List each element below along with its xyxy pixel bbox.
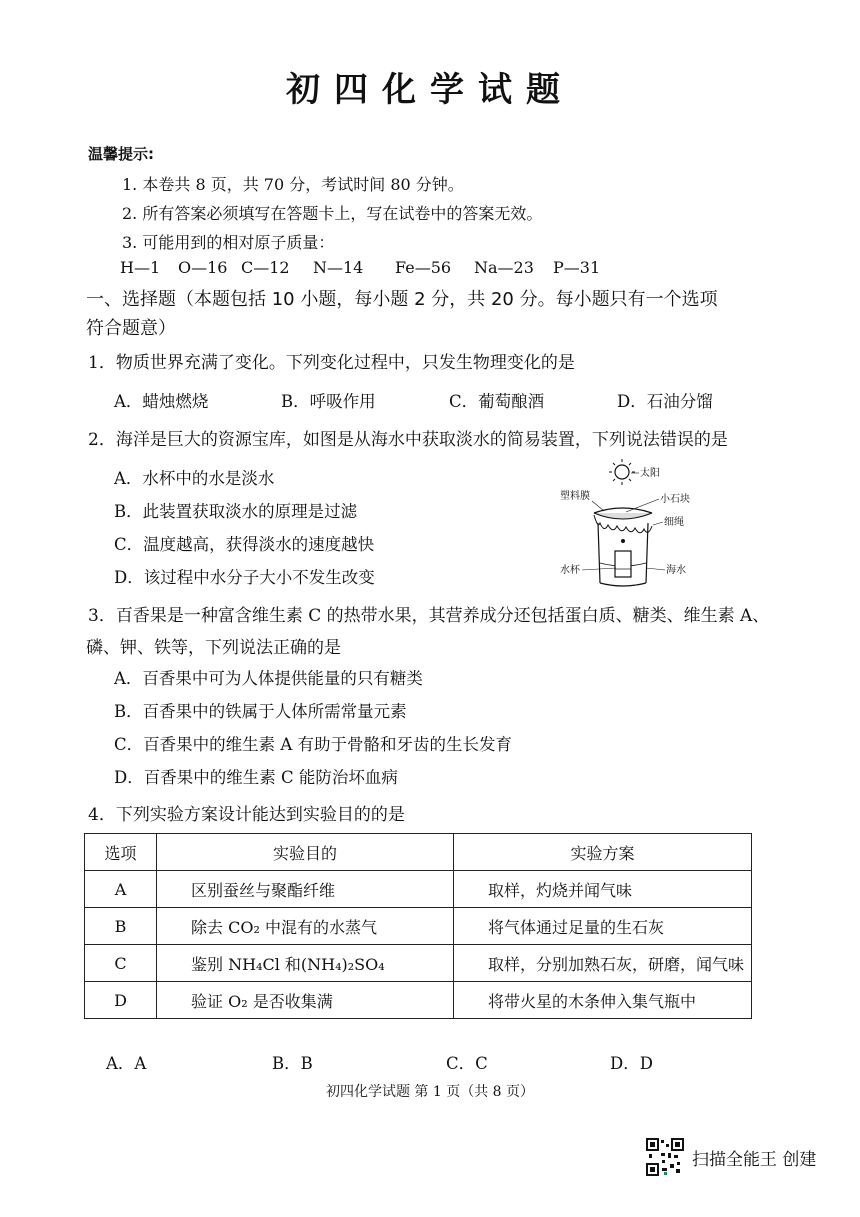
table-cell-plan: 将气体通过足量的生石灰 (454, 908, 752, 945)
table-cell-option: B (85, 908, 157, 945)
q3-stem-line2: 磷、钾、铁等，下列说法正确的是 (86, 638, 341, 658)
label-cup: 水杯 (560, 565, 580, 576)
page-footer: 初四化学试题 第 1 页（共 8 页） (325, 1084, 535, 1100)
table-cell-purpose: 区别蚕丝与聚酯纤维 (157, 871, 454, 908)
atomic-mass-item: N—14 (313, 258, 364, 277)
q2-option-b: B．此装置获取淡水的原理是过滤 (114, 502, 358, 521)
atomic-mass-item: H—1 (120, 258, 161, 277)
table-cell-purpose: 验证 O₂ 是否收集满 (157, 982, 454, 1019)
tips-heading: 温馨提示: (88, 145, 154, 163)
label-rope: 细绳 (664, 517, 684, 528)
table-row (85, 871, 752, 908)
q3-option-b: B．百香果中的铁属于人体所需常量元素 (114, 702, 407, 721)
table-cell-plan: 取样，分别加熟石灰，研磨，闻气味 (454, 945, 752, 982)
q3-stem-line1: 3．百香果是一种富含维生素 C 的热带水果，其营养成分还包括蛋白质、糖类、维生素 A、 (88, 606, 770, 626)
table-row (85, 945, 752, 982)
tip-item-3: 3. 可能用到的相对原子质量： (122, 233, 335, 252)
sun-icon (609, 459, 635, 485)
table-header-row (85, 834, 752, 871)
atomic-mass-item: C—12 (241, 258, 290, 277)
label-film: 塑料膜 (560, 491, 590, 502)
tip-item-1: 1. 本卷共 8 页，共 70 分，考试时间 80 分钟。 (122, 175, 464, 194)
table-cell-option: C (85, 945, 157, 982)
q2-option-a: A．水杯中的水是淡水 (114, 469, 275, 488)
table-row (85, 908, 752, 945)
desalination-diagram (560, 455, 740, 595)
section-heading-line1: 一、选择题（本题包括 10 小题，每小题 2 分，共 20 分。每小题只有一个选项 (86, 289, 718, 310)
qr-code-icon (646, 1138, 684, 1176)
tip-item-2: 2. 所有答案必须填写在答题卡上，写在试卷中的答案无效。 (122, 204, 543, 223)
q3-option-d: D．百香果中的维生素 C 能防治坏血病 (114, 768, 398, 787)
table-cell-option: A (85, 871, 157, 908)
scanner-watermark: 扫描全能王 创建 (692, 1150, 817, 1170)
atomic-mass-item: Fe—56 (395, 258, 452, 277)
atomic-mass-item: P—31 (553, 258, 601, 277)
section-heading-line2: 符合题意） (86, 318, 176, 339)
q1-option-a: A．蜡烛燃烧 (114, 392, 209, 411)
table-cell-purpose: 除去 CO₂ 中混有的水蒸气 (157, 908, 454, 945)
table-cell-option: D (85, 982, 157, 1019)
q2-stem: 2．海洋是巨大的资源宝库，如图是从海水中获取淡水的简易装置，下列说法错误的是 (88, 430, 728, 450)
col-header-option: 选项 (85, 834, 157, 871)
q1-stem: 1．物质世界充满了变化。下列变化过程中，只发生物理变化的是 (88, 353, 575, 373)
apparatus (594, 508, 652, 586)
q4-answer-b: B．B (272, 1054, 313, 1073)
q4-stem: 4．下列实验方案设计能达到实验目的的是 (88, 805, 405, 825)
q4-answer-c: C．C (446, 1054, 488, 1073)
atomic-mass-item: O—16 (178, 258, 228, 277)
q3-option-c: C．百香果中的维生素 A 有助于骨骼和牙齿的生长发育 (114, 735, 513, 754)
table-row (85, 982, 752, 1019)
q1-option-c: C．葡萄酿酒 (449, 392, 545, 411)
experiment-table (84, 833, 752, 1019)
table-cell-plan: 取样，灼烧并闻气味 (454, 871, 752, 908)
q4-answer-a: A．A (106, 1054, 147, 1073)
q4-answer-d: D．D (610, 1054, 653, 1073)
col-header-plan: 实验方案 (454, 834, 752, 871)
label-stone: 小石块 (660, 494, 690, 505)
q1-option-d: D．石油分馏 (617, 392, 713, 411)
label-sea: 海水 (666, 565, 686, 576)
atomic-mass-item: Na—23 (474, 258, 534, 277)
table-cell-purpose: 鉴别 NH₄Cl 和(NH₄)₂SO₄ (157, 945, 454, 982)
q1-option-b: B．呼吸作用 (281, 392, 376, 411)
col-header-purpose: 实验目的 (157, 834, 454, 871)
q2-option-c: C．温度越高，获得淡水的速度越快 (114, 535, 375, 554)
label-sun: 太阳 (640, 468, 660, 479)
q2-option-d: D．该过程中水分子大小不发生改变 (114, 568, 375, 587)
table-cell-plan: 将带火星的木条伸入集气瓶中 (454, 982, 752, 1019)
q3-option-a: A．百香果中可为人体提供能量的只有糖类 (114, 669, 423, 688)
page-title: 初四化学试题 (286, 70, 574, 110)
